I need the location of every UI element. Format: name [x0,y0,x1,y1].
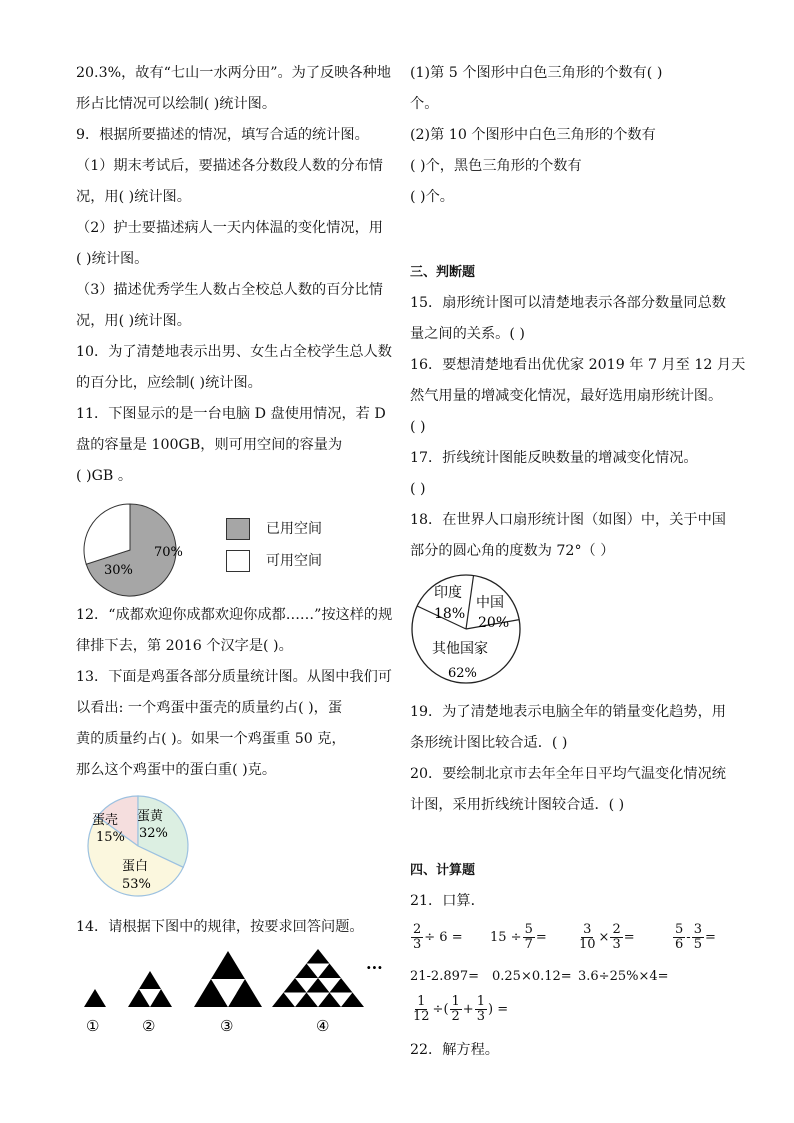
text-line: (2)第 10 个图形中白色三角形的个数有 [410,127,656,143]
text-line: ( )GB 。 [76,468,133,484]
text-line: （1）期末考试后，要描述各分数段人数的分布情 [76,158,383,174]
text-line: 以看出: 一个鸡蛋中蛋壳的质量约占( )，蛋 [76,700,343,716]
triangle-figure-3 [194,951,262,1007]
egg-pie [82,794,202,900]
pie-label-white: 53% [122,877,151,892]
text-line: 量之间的关系。( ) [410,326,525,342]
legend-swatch-used [226,518,250,540]
pie-label-eggshell: 15% [96,830,125,845]
pie-label-india: 18% [434,606,466,622]
question-21: 21．口算． [410,893,485,909]
pie-name-yolk: 蛋黄 [137,809,164,824]
question-20: 20．要绘制北京市去年全年日平均气温变化情况统 [410,766,726,782]
question-18: 18．在世界人口扇形统计图（如图）中，关于中国 [410,512,726,528]
text-line: 黄的质量约占( )。如果一个鸡蛋重 50 克， [76,731,346,747]
calc-expr-2: 15 ÷ $\frac{5}{7}$ = [490,922,547,952]
text-line: 20.3%，故有“七山一水两分田”。为了反映各种地 [76,65,391,81]
disk-usage-pie [82,502,192,598]
calc-expr-8: $\frac{1}{12}$ ÷( $\frac{1}{2}$ + $\frac{1}{3}$ ) = [413,994,509,1024]
calc-expr-6: 0.25×0.12= [492,969,572,984]
legend-label-used: 已用空间 [266,521,322,537]
calc-expr-4: $\frac{5}{6}$ - $\frac{3}{5}$ = [675,922,716,952]
figure-label-1: ① [86,1017,100,1035]
left-column [76,58,393,1059]
pie-name-white: 蛋白 [122,859,149,874]
question-16: 16．要想清楚地看出优优家 2019 年 7 月至 12 月天 [410,357,746,373]
world-population-pie [410,573,530,687]
triangle-figure-1 [84,989,106,1007]
text-line: 条形统计图比较合适．( ) [410,735,568,751]
text-line: (1)第 5 个图形中白色三角形的个数有( ) [410,65,663,81]
disk-usage-figure [76,502,386,600]
question-14: 14．请根据下图中的规律，按要求回答问题。 [76,919,364,935]
question-17: 17．折线统计图能反映数量的增减变化情况。 [410,450,698,466]
section-title-judge: 三、判断题 [410,265,476,280]
text-line: ( )个，黑色三角形的个数有 [410,158,582,174]
question-11: 11．下图显示的是一台电脑 D 盘使用情况，若 D [76,406,386,422]
question-19: 19．为了清楚地表示电脑全年的销量变化趋势，用 [410,704,726,720]
text-line: 部分的圆心角的度数为 72°（ ） [410,543,615,559]
egg-figure [76,794,386,904]
text-line: ( )统计图。 [76,251,149,267]
calc-expr-1: $\frac{2}{3}$ ÷ 6 = [413,922,463,952]
pattern-ellipsis: ··· [366,958,383,977]
text-line: 形占比情况可以绘制( )统计图。 [76,96,277,112]
right-column [410,58,746,1067]
question-12: 12．“成都欢迎你成都欢迎你成都……”按这样的规 [76,607,393,623]
world-population-figure [410,573,735,691]
text-line: 的百分比，应绘制( )统计图。 [76,375,262,391]
pie-name-eggshell: 蛋壳 [92,813,119,828]
figure-label-3: ③ [220,1017,234,1035]
text-line: 那么这个鸡蛋中的蛋白重( )克。 [76,762,277,778]
calc-expr-7: 3.6÷25%×4= [578,969,669,984]
section-title-calc: 四、计算题 [410,863,476,878]
text-line: 盘的容量是 100GB，则可用空间的容量为 [76,437,343,453]
text-line: 然气用量的增减变化情况，最好选用扇形统计图。 [410,388,723,404]
pie-label-china: 20% [478,615,510,631]
text-line: ( ) [410,419,426,435]
pie-label-yolk: 32% [139,826,168,841]
pie-label-free: 30% [104,563,133,578]
pie-name-others: 其他国家 [432,641,488,657]
question-9: 9．根据所要描述的情况，填写合适的统计图。 [76,127,369,143]
triangle-pattern-figure [76,949,386,1059]
question-15: 15．扇形统计图可以清楚地表示各部分数量同总数 [410,295,726,311]
calc-expr-3: $\frac{3}{10}$ × $\frac{2}{3}$ = [579,922,635,952]
pie-name-china: 中国 [476,595,504,611]
question-13: 13．下面是鸡蛋各部分质量统计图。从图中我们可 [76,669,392,685]
text-line: （2）护士要描述病人一天内体温的变化情况，用 [76,220,383,236]
text-line: 律排下去，第 2016 个汉字是( )。 [76,638,293,654]
figure-label-4: ④ [316,1017,330,1035]
text-line: 况，用( )统计图。 [76,313,191,329]
pie-label-others: 62% [448,666,477,681]
triangle-figure-2 [128,971,172,1007]
legend-label-free: 可用空间 [266,553,322,569]
figure-label-2: ② [142,1017,156,1035]
text-line: ( )个。 [410,189,454,205]
triangle-pattern [76,949,386,1057]
pie-label-used: 70% [154,545,183,560]
text-line: 况，用( )统计图。 [76,189,191,205]
text-line: 计图，采用折线统计图较合适．( ) [410,797,625,813]
question-10: 10．为了清楚地表示出男、女生占全校学生总人数 [76,344,392,360]
triangle-figure-4 [272,949,364,1007]
question-22: 22．解方程。 [410,1042,499,1058]
mental-math-block [410,917,735,1067]
calc-expr-5: 21-2.897= [410,969,480,984]
text-line: ( ) [410,481,426,497]
legend-swatch-free [226,550,250,572]
text-line: 个。 [410,96,439,112]
pie-name-india: 印度 [434,585,462,601]
text-line: （3）描述优秀学生人数占全校总人数的百分比情 [76,282,383,298]
